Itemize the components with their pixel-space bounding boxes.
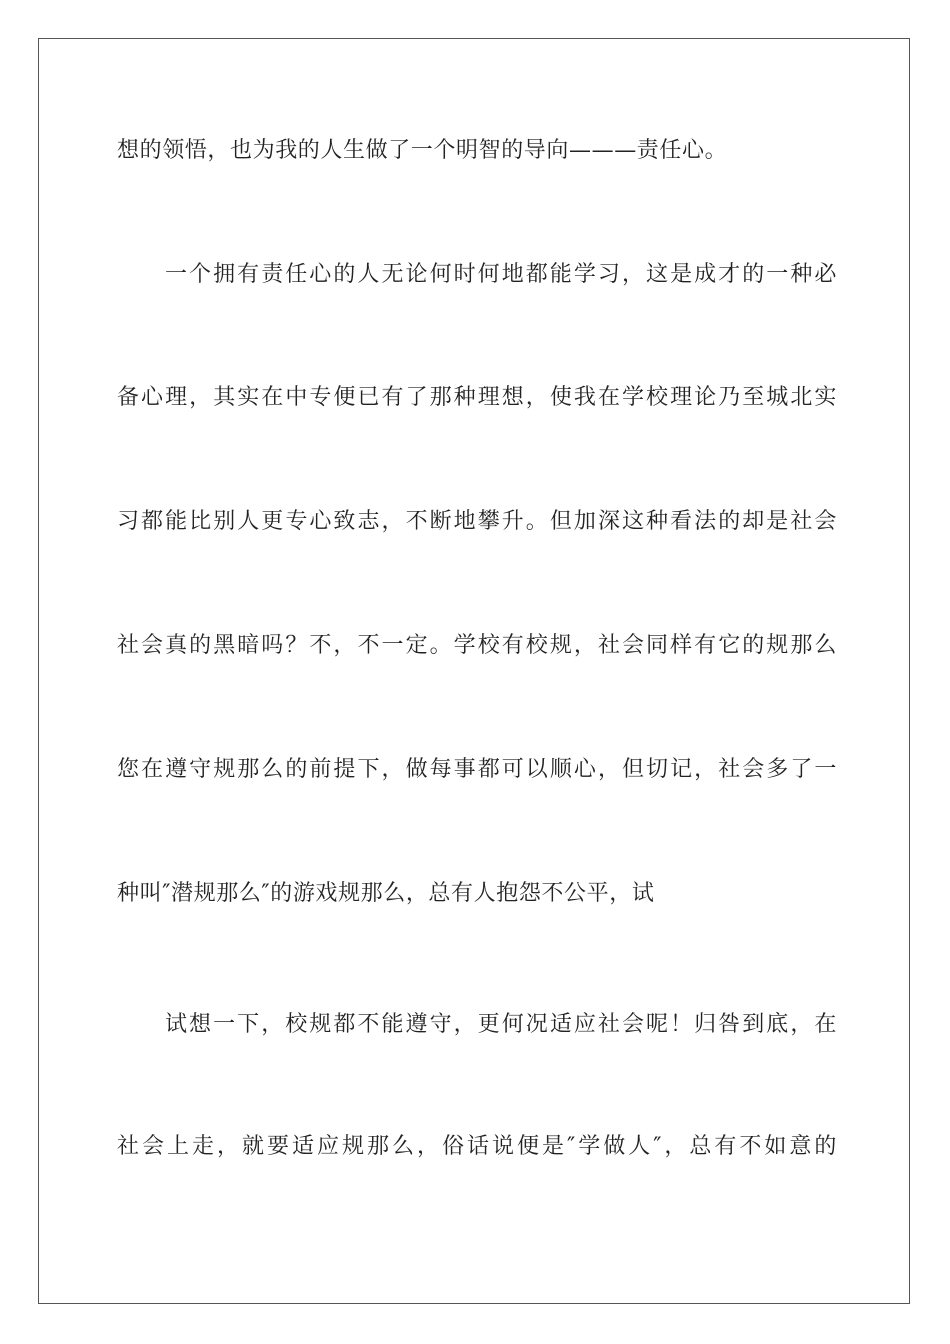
text-line-5: 社会真的黑暗吗？不，不一定。学校有校规，社会同样有它的规那么 [117, 633, 837, 658]
text-line-4: 习都能比别人更专心致志，不断地攀升。但加深这种看法的却是社会 [117, 509, 837, 534]
text-line-2: 一个拥有责任心的人无论何时何地都能学习，这是成才的一种必 [165, 262, 837, 287]
page-frame [38, 38, 910, 1304]
text-line-1: 想的领悟，也为我的人生做了一个明智的导向———责任心。 [117, 138, 728, 163]
text-line-3: 备心理，其实在中专便已有了那种理想，使我在学校理论乃至城北实 [117, 385, 837, 410]
text-line-8: 试想一下，校规都不能遵守，更何况适应社会呢！归咎到底，在 [165, 1012, 837, 1037]
text-line-9: 社会上走，就要适应规那么，俗话说便是″学做人″，总有不如意的 [117, 1134, 837, 1159]
text-line-7: 种叫″潜规那么″的游戏规那么，总有人抱怨不公平，试 [117, 881, 655, 906]
text-line-6: 您在遵守规那么的前提下，做每事都可以顺心，但切记，社会多了一 [117, 757, 837, 782]
